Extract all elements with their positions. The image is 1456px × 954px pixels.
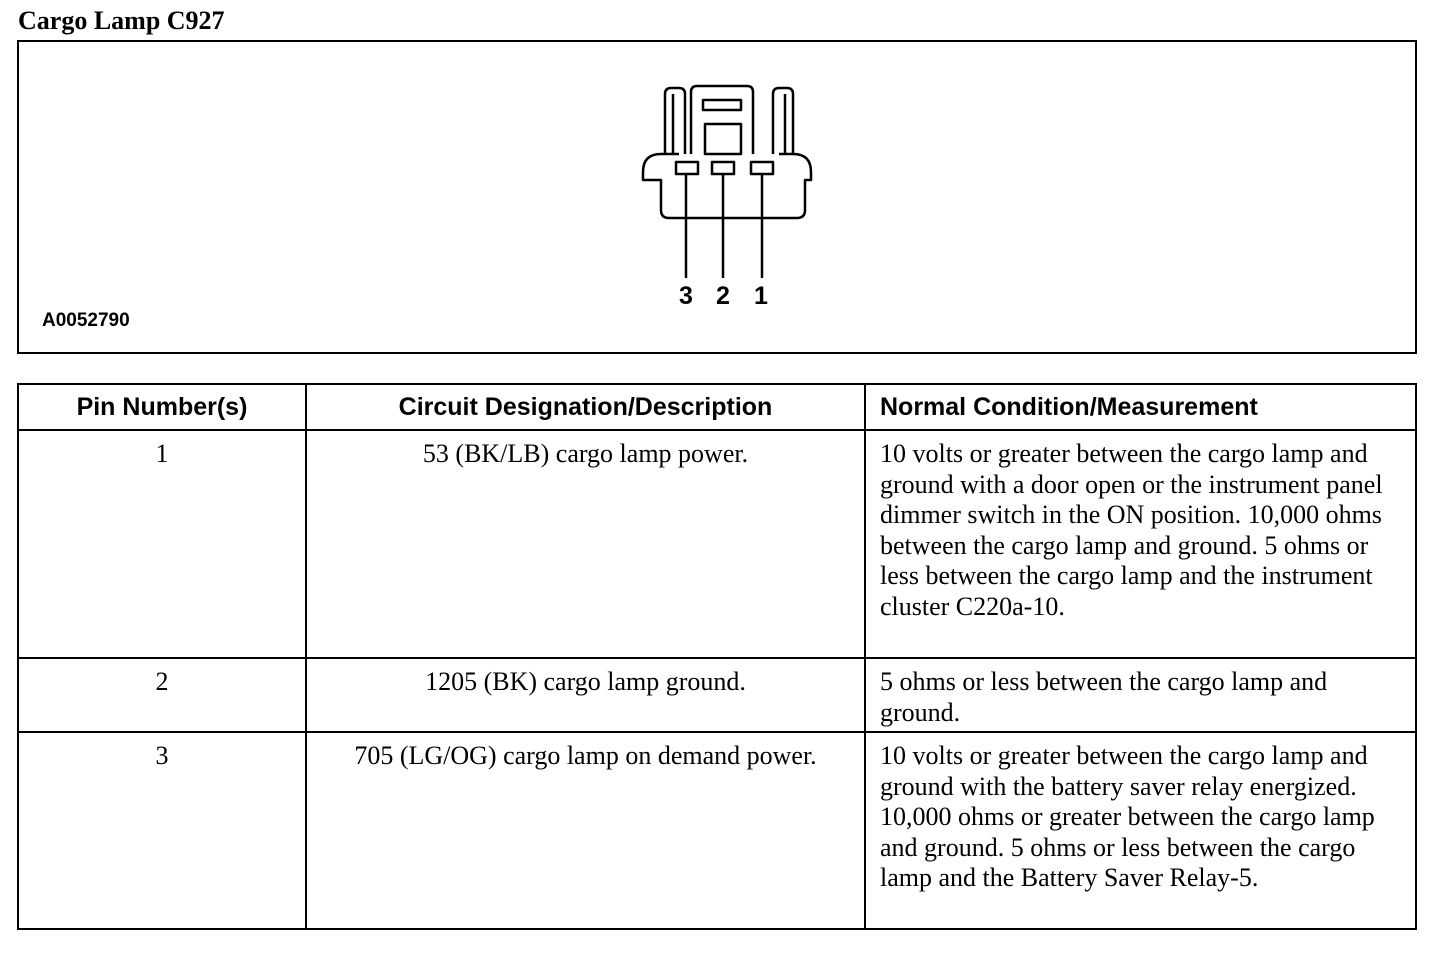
table-row [18, 658, 1416, 732]
cavity-3 [676, 162, 698, 174]
connector-body [643, 154, 811, 218]
pin-label-2: 2 [716, 282, 730, 310]
right-latch [773, 88, 793, 154]
pin-cell: 2 [18, 658, 306, 732]
condition-cell: 10 volts or greater between the cargo lamp and ground with a door open or the instrument panel dimmer switch in the ON position. 10,000 ohms between the cargo lamp and ground. 5 ohms or less between the cargo lamp and the instrument cluster C220a-10. [865, 430, 1416, 658]
pin-cell: 3 [18, 732, 306, 929]
header-condition: Normal Condition/Measurement [865, 384, 1416, 430]
cavity-2 [712, 162, 734, 174]
pin-label-3: 3 [679, 282, 693, 310]
page-title: Cargo Lamp C927 [18, 6, 225, 35]
circuit-cell: 1205 (BK) cargo lamp ground. [306, 658, 865, 732]
table-row [18, 430, 1416, 658]
table-row [18, 732, 1416, 929]
condition-cell: 5 ohms or less between the cargo lamp and ground. [865, 658, 1416, 732]
condition-cell: 10 volts or greater between the cargo lamp and ground with the battery saver relay energized. 10,000 ohms or greater between the cargo lamp and ground. 5 ohms or less between the cargo lamp and the Battery Saver Relay-5. [865, 732, 1416, 929]
center-lock-tab [691, 86, 753, 154]
header-pin-number: Pin Number(s) [18, 384, 306, 430]
circuit-cell: 705 (LG/OG) cargo lamp on demand power. [306, 732, 865, 929]
figure-id: A0052790 [42, 310, 130, 331]
connector-diagram-panel [17, 40, 1417, 354]
cavity-1 [751, 162, 773, 174]
pin-table [17, 383, 1417, 930]
pin-cell: 1 [18, 430, 306, 658]
left-latch [665, 88, 685, 154]
table-header-row [18, 384, 1416, 430]
pin-label-1: 1 [754, 282, 768, 310]
header-circuit: Circuit Designation/Description [306, 384, 865, 430]
circuit-cell: 53 (BK/LB) cargo lamp power. [306, 430, 865, 658]
